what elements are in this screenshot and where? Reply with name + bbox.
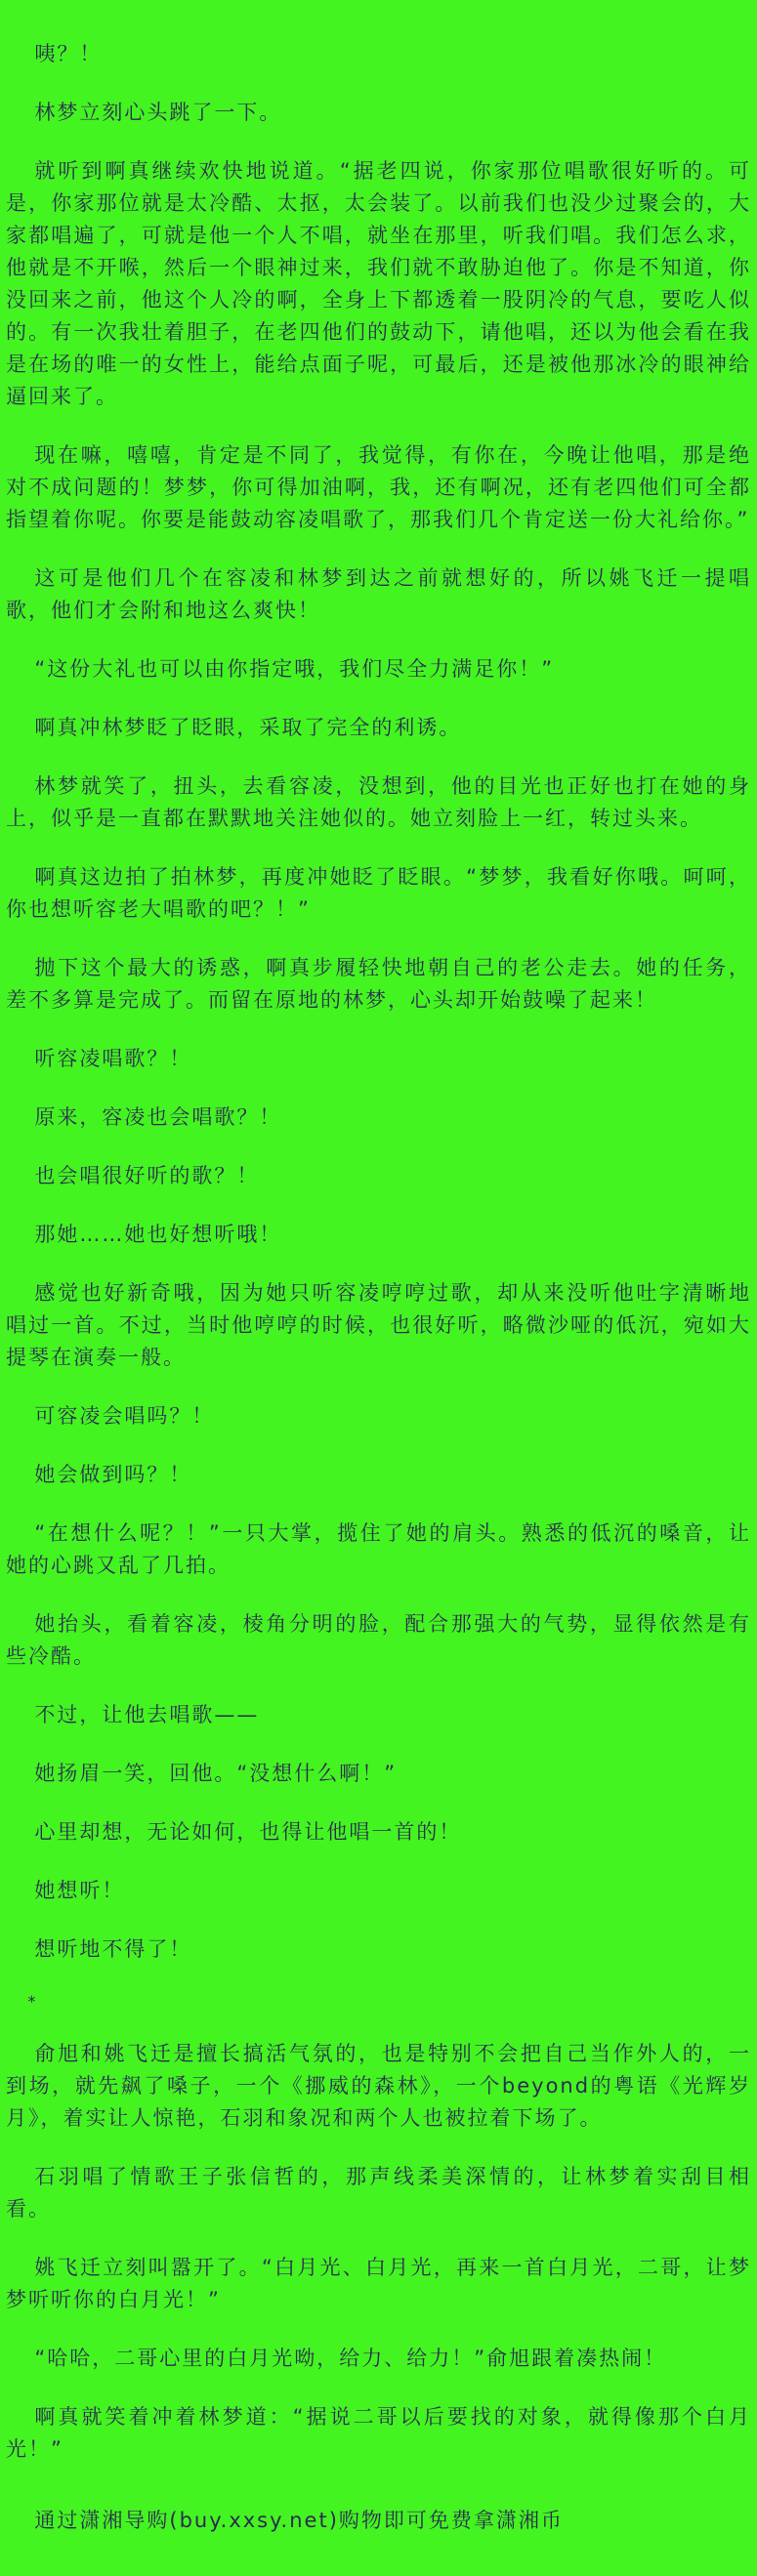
novel-paragraph: 就听到啊真继续欢快地说道。“据老四说，你家那位唱歌很好听的。可是，你家那位就是太冷酷、太抠，太会装了。以前我们也没少过聚会的，大家都唱遍了，可就是他一个人不唱，就坐在那里，听我们唱。我们怎么求，他就是不开喉，然后一个眼神过来，我们就不敢胁迫他了。你是不知道，你没回来之前，他这个人冷的啊，全身上下都透着一股阴冷的气息，要吃人似的。有一次我壮着胆子，在老四他们的鼓动下，请他唱，还以为他会看在我是在场的唯一的女性上，能给点面子呢，可最后，还是被他那冰冷的眼神给逼回来了。 [6,159,751,408]
novel-text [6,38,751,2466]
novel-paragraph: “这份大礼也可以由你指定哦，我们尽全力满足你！” [34,657,555,681]
novel-paragraph: 俞旭和姚飞迁是擅长搞活气氛的，也是特别不会把自己当作外人的，一到场，就先飙了嗓子，一个《挪威的森林》，一个beyond的粤语《光辉岁月》，着实让人惊艳，石羽和象况和两个人也被拉着下场了。 [6,2042,751,2130]
novel-paragraph: 咦？！ [34,42,103,65]
promo-footer: 通过潇湘导购(buy.xxsy.net)购物即可免费拿潇湘币 [34,2509,564,2532]
novel-paragraph: 石羽唱了情歌王子张信哲的，那声线柔美深情的，让林梦着实刮目相看。 [6,2165,751,2221]
novel-paragraph: 原来，容凌也会唱歌？！ [34,1105,282,1129]
novel-paragraph: 姚飞迁立刻叫嚣开了。“白月光、白月光，再来一首白月光，二哥，让梦梦听听你的白月光！” [6,2256,751,2311]
novel-paragraph: 林梦立刻心头跳了一下。 [34,101,282,124]
novel-paragraph: 感觉也好新奇哦，因为她只听容凌哼哼过歌，却从来没听他吐字清晰地唱过一首。不过，当时他哼哼的时候，也很好听，略微沙哑的低沉，宛如大提琴在演奏一般。 [6,1281,751,1369]
novel-paragraph: * [27,1992,38,2011]
novel-paragraph: 她会做到吗？！ [34,1463,192,1486]
novel-paragraph: 听容凌唱歌？！ [34,1047,192,1070]
novel-paragraph: 也会唱很好听的歌？！ [34,1164,260,1187]
novel-paragraph: 现在嘛，嘻嘻，肯定是不同了，我觉得，有你在，今晚让他唱，那是绝对不成问题的！梦梦，你可得加油啊，我，还有啊况，还有老四他们可全都指望着你呢。你要是能鼓动容凌唱歌了，那我们几个肯定送一份大礼给你。” [6,443,751,531]
novel-paragraph: “哈哈，二哥心里的白月光呦，给力、给力！”俞旭跟着凑热闹！ [34,2347,667,2370]
novel-paragraph: 那她……她也好想听哦！ [34,1223,282,1246]
novel-paragraph: 想听地不得了！ [34,1937,192,1961]
novel-paragraph: 抛下这个最大的诱惑，啊真步履轻快地朝自己的老公走去。她的任务，差不多算是完成了。而留在原地的林梦，心头却开始鼓噪了起来！ [6,956,751,1012]
novel-paragraph: “在想什么呢？！”一只大掌，揽住了她的肩头。熟悉的低沉的嗓音，让她的心跳又乱了几拍。 [6,1521,751,1577]
novel-paragraph: 林梦就笑了，扭头，去看容凌，没想到，他的目光也正好也打在她的身上，似乎是一直都在默默地关注她似的。她立刻脸上一红，转过头来。 [6,774,751,830]
novel-paragraph: 心里却想，无论如何，也得让他唱一首的！ [34,1820,462,1844]
novel-paragraph: 这可是他们几个在容凌和林梦到达之前就想好的，所以姚飞迁一提唱歌，他们才会附和地这么爽快！ [6,566,751,622]
novel-paragraph: 可容凌会唱吗？！ [34,1404,215,1428]
novel-paragraph: 啊真冲林梦眨了眨眼，采取了完全的利诱。 [34,716,462,739]
novel-paragraph: 啊真就笑着冲着林梦道：“据说二哥以后要找的对象，就得像那个白月光！” [6,2405,751,2461]
novel-paragraph: 啊真这边拍了拍林梦，再度冲她眨了眨眼。“梦梦，我看好你哦。呵呵，你也想听容老大唱歌的吧？！” [6,865,751,921]
novel-paragraph: 她抬头，看着容凌，棱角分明的脸，配合那强大的气势，显得依然是有些冷酷。 [6,1612,751,1668]
novel-paragraph: 她扬眉一笑，回他。“没想什么啊！” [34,1762,398,1785]
novel-paragraph: 她想听！ [34,1879,125,1902]
novel-paragraph: 不过，让他去唱歌—— [34,1703,260,1726]
